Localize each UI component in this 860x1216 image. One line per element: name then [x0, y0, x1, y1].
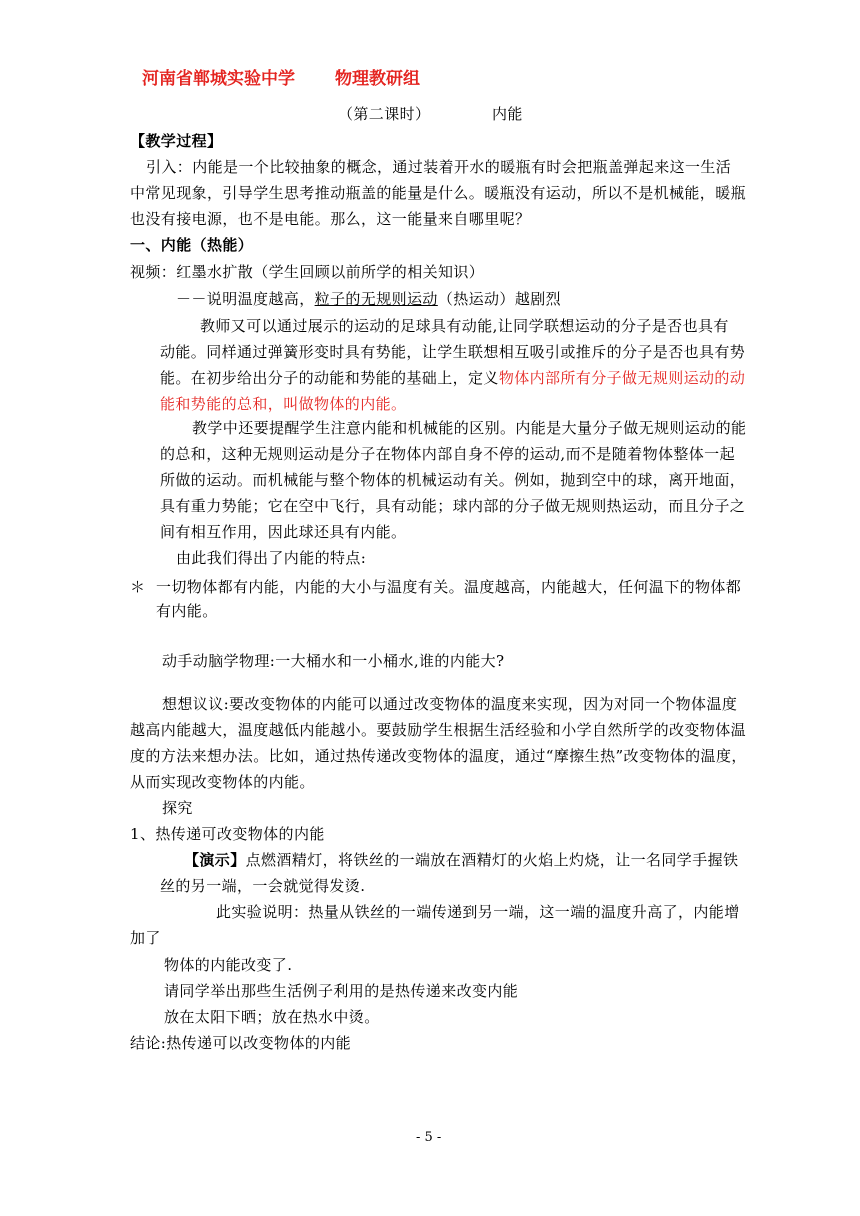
hands-on-line: 动手动脑学物理:一大桶水和一小桶水,谁的内能大? [162, 652, 505, 670]
demo-line-1 [184, 850, 738, 870]
section-title: 【教学过程】 [130, 132, 223, 150]
demo-tag: 【演示】 [184, 851, 246, 869]
feature-line-1: 一切物体都有内能，内能的大小与温度有关。温度越高，内能越大，任何温下的物体都 [156, 578, 742, 596]
changed-line: 物体的内能改变了. [164, 956, 293, 974]
difference-line-4: 具有重力势能；它在空中飞行，具有动能；球内部的分子做无规则热运动，而且分子之 [160, 497, 746, 515]
definition-red-1: 物体内部所有分子做无规则运动的动 [498, 369, 746, 387]
definition-pre: 能。在初步给出分子的动能和势能的基础上，定义 [160, 369, 499, 387]
explain-underlined: 粒子的无规则运动 [314, 290, 438, 308]
conclusion-line: 结论:热传递可以改变物体的内能 [130, 1034, 352, 1052]
page-number: - 5 - [416, 1130, 442, 1145]
lesson-period: （第二课时） [338, 105, 431, 123]
think-line-1: 想想议议:要改变物体的内能可以通过改变物体的温度来实现，因为对同一个物体温度 [162, 695, 738, 713]
bullet-star: ＊ [130, 578, 146, 596]
definition-line-1 [160, 368, 745, 388]
group-name: 物理教研组 [335, 69, 420, 89]
difference-line-3: 所做的运动。而机械能与整个物体的机械运动有关。例如，抛到空中的球，离开地面， [160, 471, 746, 489]
video-line: 视频：红墨水扩散（学生回顾以前所学的相关知识） [130, 263, 485, 281]
ask-line: 请同学举出那些生活例子利用的是热传递来改变内能 [164, 982, 519, 1000]
teacher-line-2: 动能。同样通过弹簧形变时具有势能，让学生联想相互吸引或推斥的分子是否也具有势 [160, 343, 746, 361]
intro-line-3: 也没有接电源，也不是电能。那么，这一能量来自哪里呢？ [130, 210, 531, 228]
page-header [142, 64, 420, 89]
school-name: 河南省郸城实验中学 [142, 69, 295, 89]
demo-line-2: 丝的另一端，一会就觉得发烫. [160, 877, 366, 895]
intro-line-2: 中常见现象，引导学生思考推动瓶盖的能量是什么。暖瓶没有运动，所以不是机械能，暖瓶 [130, 184, 747, 202]
think-line-3: 度的方法来想办法。比如，通过热传递改变物体的温度，通过“摩擦生热”改变物体的温度， [130, 747, 747, 765]
think-line-4: 从而实现改变物体的内能。 [130, 773, 315, 791]
explain-post: （热运动）越剧烈 [437, 290, 562, 308]
examples-line: 放在太阳下晒；放在热水中烫。 [164, 1008, 380, 1026]
item-heat-transfer: 1、热传递可改变物体的内能 [130, 825, 325, 843]
experiment-line-2: 加了 [130, 929, 161, 947]
think-line-2: 越高内能越大，温度越低内能越小。要鼓励学生根据生活经验和小学自然所学的改变物体温 [130, 721, 747, 739]
explain-pre: －－说明温度越高， [176, 290, 315, 308]
difference-line-2: 的总和，这种无规则运动是分子在物体内部自身不停的运动,而不是随着物体整体一起 [160, 445, 735, 463]
difference-line-1: 教学中还要提醒学生注意内能和机械能的区别。内能是大量分子做无规则运动的能 [192, 419, 747, 437]
lesson-topic: 内能 [492, 105, 523, 123]
explore-label: 探究 [162, 799, 193, 817]
demo-text: 点燃酒精灯，将铁丝的一端放在酒精灯的火焰上灼烧，让一名同学手握铁 [245, 851, 739, 869]
experiment-line-1: 此实验说明：热量从铁丝的一端传递到另一端，这一端的温度升高了，内能增 [216, 903, 740, 921]
feature-line-2: 有内能。 [156, 602, 218, 620]
heading-internal-energy: 一、内能（热能） [130, 236, 254, 254]
intro-line-1: 引入：内能是一个比较抽象的概念，通过装着开水的暖瓶有时会把瓶盖弹起来这一生活 [146, 158, 732, 176]
teacher-line-1: 教师又可以通过展示的运动的足球具有动能,让同学联想运动的分子是否也具有 [200, 317, 729, 335]
explain-line [176, 289, 561, 309]
difference-line-5: 间有相互作用，因此球还具有内能。 [160, 523, 407, 541]
definition-line-2: 能和势能的总和，叫做物体的内能。 [160, 395, 407, 413]
features-intro: 由此我们得出了内能的特点: [176, 549, 367, 567]
